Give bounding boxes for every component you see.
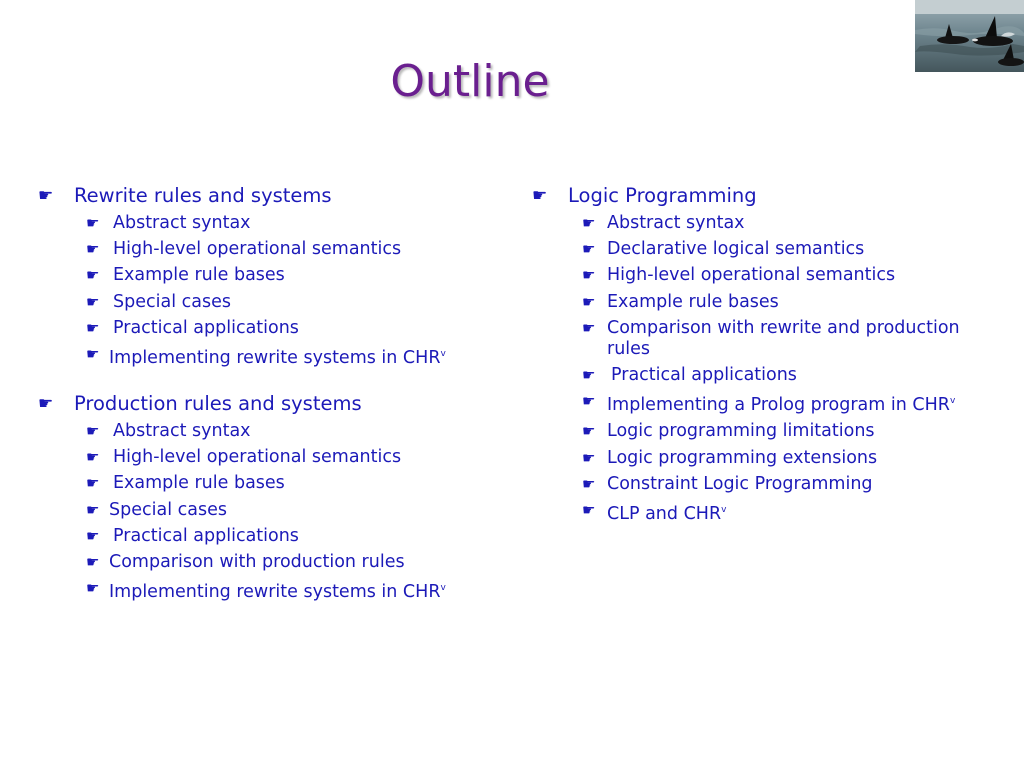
- pointing-hand-icon: ☛: [582, 474, 596, 493]
- list-item-text: Practical applications: [113, 317, 299, 338]
- section-heading: [38, 183, 508, 209]
- superscript: v: [721, 504, 727, 515]
- pointing-hand-icon: ☛: [582, 318, 596, 337]
- pointing-hand-icon: ☛: [582, 392, 596, 411]
- section-heading: [38, 391, 508, 417]
- list-item: [582, 421, 992, 442]
- pointing-hand-icon: ☛: [582, 292, 596, 311]
- list-item: [582, 365, 992, 386]
- list-item-text: Abstract syntax: [607, 213, 745, 233]
- list-item: [86, 526, 508, 547]
- pointing-hand-icon: ☛: [582, 500, 596, 519]
- list-item-text: Example rule bases: [113, 265, 285, 286]
- list-item: [86, 421, 508, 442]
- list-item: [582, 318, 992, 360]
- list-item: [582, 391, 992, 416]
- list-item-text: Example rule bases: [113, 473, 285, 494]
- list-item-text: Implementing rewrite systems in CHR$^v$: [109, 582, 446, 603]
- pointing-hand-icon: ☛: [86, 448, 100, 467]
- pointing-hand-icon: ☛: [582, 422, 596, 441]
- section-logic-programming: [532, 183, 992, 525]
- section-production-rules: [38, 391, 508, 603]
- superscript: v: [440, 583, 446, 594]
- section-heading-text: Rewrite rules and systems: [74, 184, 332, 207]
- pointing-hand-icon: ☛: [86, 552, 100, 571]
- list-item: [86, 292, 508, 313]
- list-item: [86, 213, 508, 234]
- pointing-hand-icon: ☛: [582, 240, 596, 259]
- pointing-hand-icon: ☛: [86, 344, 100, 363]
- pointing-hand-icon: ☛: [582, 214, 596, 232]
- sub-list: [38, 213, 508, 369]
- pointing-hand-icon: ☛: [86, 318, 100, 337]
- list-item: [582, 448, 992, 469]
- list-item: [86, 500, 508, 521]
- left-column: [38, 183, 508, 608]
- list-item-text: Logic programming extensions: [607, 447, 878, 468]
- section-heading: [532, 183, 992, 209]
- list-item-text: Abstract syntax: [113, 213, 251, 233]
- pointing-hand-icon: ☛: [86, 421, 100, 440]
- superscript: v: [949, 396, 956, 407]
- list-item-text: Practical applications: [611, 364, 797, 385]
- list-item-text: Abstract syntax: [113, 420, 251, 441]
- list-item-text: Logic programming limitations: [607, 421, 875, 442]
- pointing-hand-icon: ☛: [38, 393, 54, 414]
- pointing-hand-icon: ☛: [86, 240, 100, 259]
- orca-photo: [915, 0, 1024, 72]
- pointing-hand-icon: ☛: [86, 266, 100, 285]
- list-item: [86, 265, 508, 286]
- list-item-text: CLP and CHR$^v$: [607, 503, 727, 524]
- sub-list: [38, 421, 508, 603]
- list-item: [86, 447, 508, 468]
- list-item: [86, 578, 508, 603]
- pointing-hand-icon: ☛: [582, 266, 596, 285]
- list-item: [86, 239, 508, 260]
- list-item-text: Example rule bases: [607, 291, 779, 312]
- list-item-text: Comparison with rewrite and production rules: [607, 317, 960, 359]
- section-heading-text: Logic Programming: [568, 184, 757, 207]
- list-item-text: Declarative logical semantics: [607, 239, 865, 260]
- right-column: [532, 183, 992, 530]
- pointing-hand-icon: ☛: [86, 526, 100, 545]
- superscript: v: [440, 348, 446, 359]
- pointing-hand-icon: ☛: [582, 448, 596, 467]
- list-item: [582, 474, 992, 495]
- list-item-text: Special cases: [113, 291, 231, 312]
- list-item: [582, 213, 992, 234]
- list-item: [86, 473, 508, 494]
- pointing-hand-icon: ☛: [86, 214, 100, 232]
- list-item: [86, 344, 508, 369]
- slide-title: Outline: [390, 56, 550, 107]
- pointing-hand-icon: ☛: [86, 500, 100, 519]
- pointing-hand-icon: ☛: [86, 292, 100, 311]
- list-item-text: High-level operational semantics: [113, 239, 402, 260]
- pointing-hand-icon: ☛: [582, 365, 596, 384]
- list-item: [86, 318, 508, 339]
- pointing-hand-icon: ☛: [532, 186, 548, 206]
- list-item: [582, 265, 992, 286]
- section-heading-text: Production rules and systems: [74, 391, 362, 415]
- list-item: [86, 552, 508, 573]
- list-item: [582, 292, 992, 313]
- list-item-text: Implementing a Prolog program in CHR$^v$: [607, 395, 956, 416]
- list-item-text: Constraint Logic Programming: [607, 473, 873, 494]
- pointing-hand-icon: ☛: [86, 579, 100, 598]
- list-item-text: High-level operational semantics: [113, 447, 402, 468]
- pointing-hand-icon: ☛: [86, 474, 100, 493]
- list-item-text: High-level operational semantics: [607, 265, 896, 286]
- pointing-hand-icon: ☛: [38, 186, 54, 206]
- list-item-text: Special cases: [109, 499, 227, 520]
- section-rewrite-rules: [38, 183, 508, 369]
- sub-list: [532, 213, 992, 525]
- list-item-text: Implementing rewrite systems in CHR$^v$: [109, 347, 446, 368]
- list-item-text: Comparison with production rules: [109, 551, 405, 572]
- list-item: [582, 500, 992, 525]
- list-item: [582, 239, 992, 260]
- list-item-text: Practical applications: [113, 525, 299, 546]
